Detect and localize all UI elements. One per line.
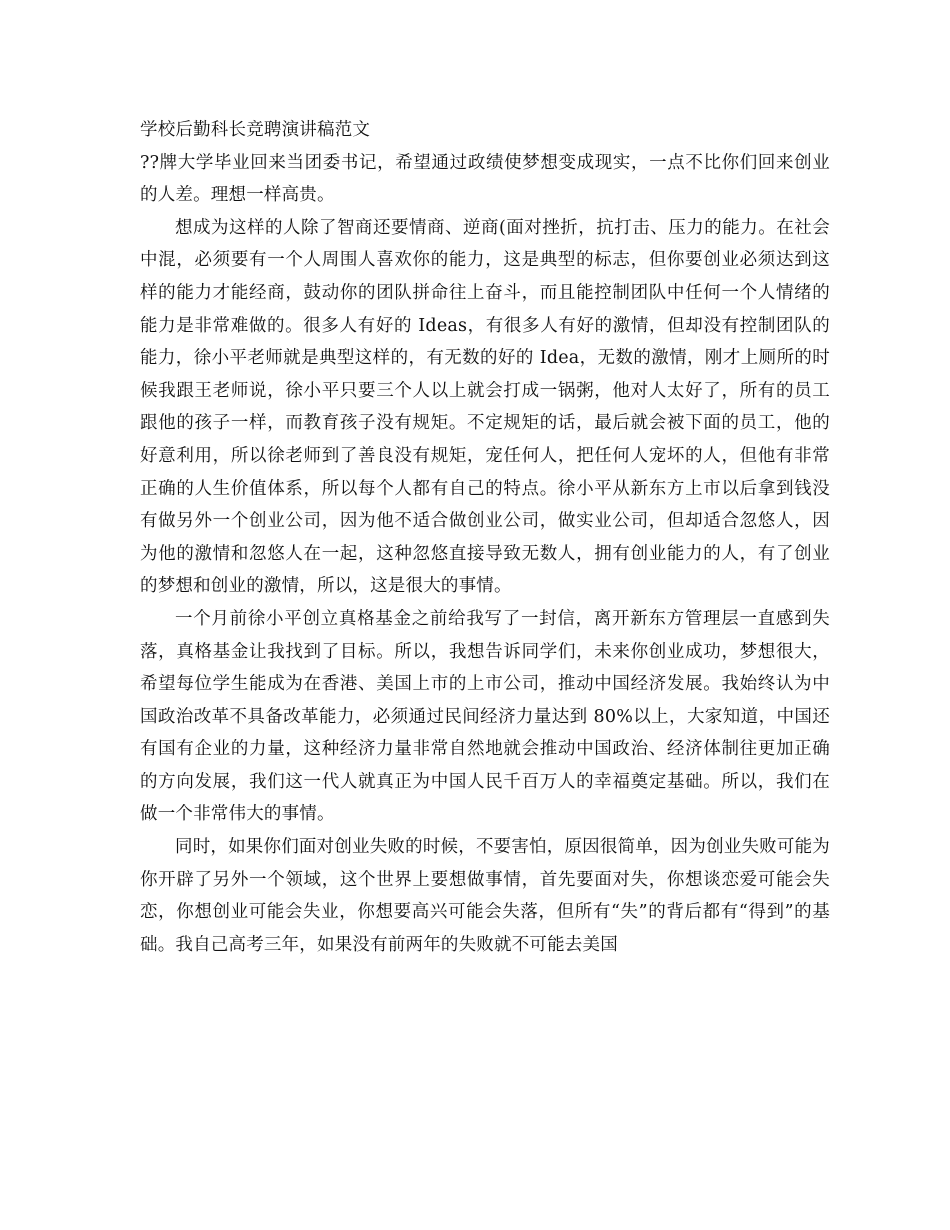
- document-body: [140, 114, 830, 961]
- paragraph-1: ??牌大学毕业回来当团委书记，希望通过政绩使梦想变成现实，一点不比你们回来创业的人差。理想一样高贵。: [140, 152, 830, 206]
- document-title: 学校后勤科长竞聘演讲稿范文: [140, 120, 371, 140]
- paragraph-3: 一个月前徐小平创立真格基金之前给我写了一封信，离开新东方管理层一直感到失落，真格基金让我找到了目标。所以，我想告诉同学们，未来你创业成功，梦想很大，希望每位学生能成为在香港、美国上市的上市公司，推动中国经济发展。我始终认为中国政治改革不具备改革能力，必须通过民间经济力量达到 80%以上，大家知道，中国还有国有企业的力量，这种经济力量非常自然地就会推动中国政治、经济体制往更加正确的方向发展，我们这一代人就真正为中国人民千百万人的幸福奠定基础。所以，我们在做一个非常伟大的事情。: [140, 608, 830, 825]
- paragraph-2: 想成为这样的人除了智商还要情商、逆商(面对挫折，抗打击、压力的能力。在社会中混，必须要有一个人周围人喜欢你的能力，这是典型的标志，但你要创业必须达到这样的能力才能经商，鼓动你的团队拼命往上奋斗，而且能控制团队中任何一个人情绪的能力是非常难做的。很多人有好的 Ideas，有很多人有好的激情，但却没有控制团队的能力，徐小平老师就是典型这样的，有无数的好的 Idea，无数的激情，刚才上厕所的时候我跟王老师说，徐小平只要三个人以上就会打成一锅粥，他对人太好了，所有的员工跟他的孩子一样，而教育孩子没有规矩。不定规矩的话，最后就会被下面的员工，他的好意利用，所以徐老师到了善良没有规矩，宠任何人，把任何人宠坏的人，但他有非常正确的人生价值体系，所以每个人都有自己的特点。徐小平从新东方上市以后拿到钱没有做另外一个创业公司，因为他不适合做创业公司，做实业公司，但却适合忽悠人，因为他的激情和忽悠人在一起，这种忽悠直接导致无数人，拥有创业能力的人，有了创业的梦想和创业的激情，所以，这是很大的事情。: [140, 217, 830, 597]
- paragraph-4: 同时，如果你们面对创业失败的时候，不要害怕，原因很简单，因为创业失败可能为你开辟了另外一个领域，这个世界上要想做事情，首先要面对失，你想谈恋爱可能会失恋，你想创业可能会失业，你想要高兴可能会失落，但所有“失”的背后都有“得到”的基础。我自己高考三年，如果没有前两年的失败就不可能去美国: [140, 837, 830, 955]
